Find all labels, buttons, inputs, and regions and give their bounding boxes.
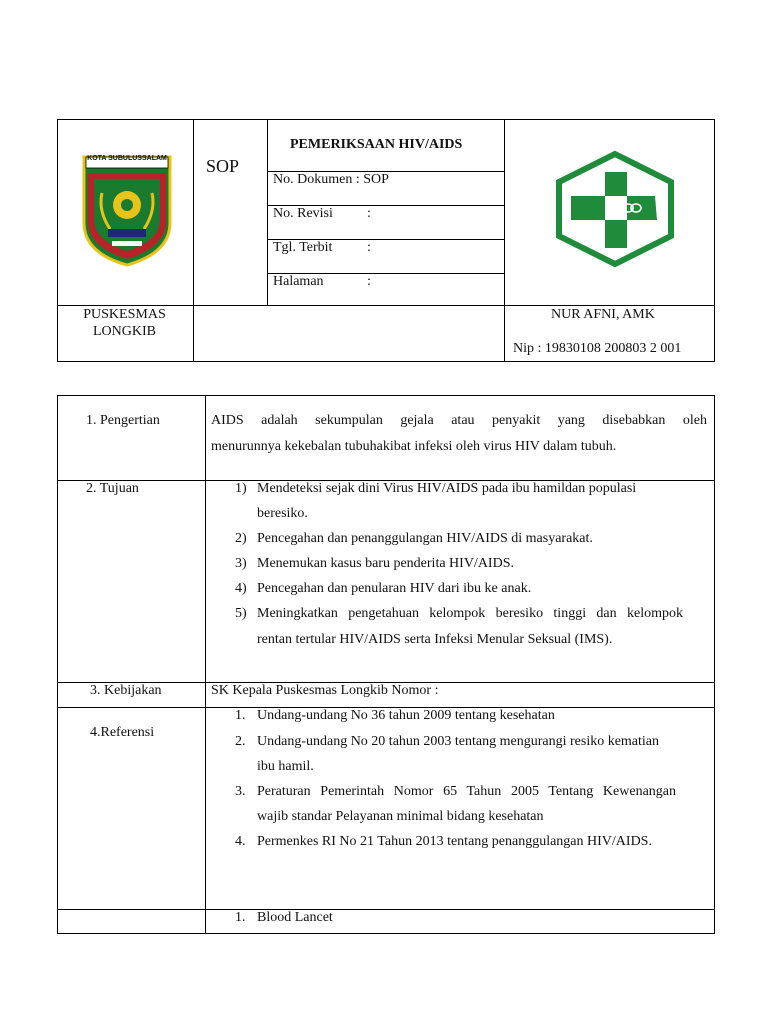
doc-number: No. Dokumen : SOP [273, 172, 389, 187]
table-divider [205, 396, 206, 933]
sop-label: SOP [206, 156, 240, 176]
pengertian-text-line1: AIDS adalah sekumpulan gejala atau penyakit yang disebabkan oleh [211, 413, 707, 428]
header-divider [267, 120, 268, 305]
list-item: Meningkatkan pengetahuan kelompok beresiko tinggi dan kelompok [257, 606, 683, 621]
list-item: Undang-undang No 20 tahun 2003 tentang mengurangi resiko kematian [257, 734, 660, 749]
header-divider [193, 120, 194, 361]
pengertian-text-line2: menurunnya kekebalan tubuhakibat infeksi oleh virus HIV dalam tubuh. [211, 439, 617, 454]
list-item: Blood Lancet [257, 910, 333, 925]
list-number: 1. [235, 708, 246, 723]
issue-date-label: Tgl. Terbit [273, 240, 333, 255]
list-number: 4) [235, 581, 247, 596]
procedure-table [57, 395, 715, 934]
list-number: 4. [235, 834, 246, 849]
table-divider [58, 909, 714, 910]
section-label-referensi: 4.Referensi [90, 725, 155, 740]
revision-colon: : [367, 206, 371, 221]
org-name-line2: LONGKIB [93, 324, 156, 339]
page-colon: : [367, 274, 371, 289]
list-number: 2. [235, 734, 246, 749]
list-item: Peraturan Pemerintah Nomor 65 Tahun 2005 Tentang Kewenangan [257, 784, 676, 799]
list-item: Undang-undang No 36 tahun 2009 tentang kesehatan [257, 708, 555, 723]
list-number: 2) [235, 531, 247, 546]
list-item: Permenkes RI No 21 Tahun 2013 tentang penanggulangan HIV/AIDS. [257, 834, 652, 849]
health-ministry-logo [553, 150, 677, 268]
list-number: 1) [235, 481, 247, 496]
header-divider [504, 120, 505, 361]
signer-nip: Nip : 19830108 200803 2 001 [513, 341, 682, 356]
section-label-kebijakan: 3. Kebijakan [90, 683, 162, 698]
kebijakan-text: SK Kepala Puskesmas Longkib Nomor : [211, 683, 439, 698]
city-emblem-logo [80, 153, 174, 267]
document-title: PEMERIKSAAN HIV/AIDS [290, 137, 463, 152]
list-number: 3) [235, 556, 247, 571]
list-number: 1. [235, 910, 246, 925]
emblem-caption: KOTA SUBULUSSALAM [87, 155, 167, 162]
list-item-cont: wajib standar Pelayanan minimal bidang kesehatan [257, 809, 544, 824]
list-item: Menemukan kasus baru penderita HIV/AIDS. [257, 556, 514, 571]
issue-date-colon: : [367, 240, 371, 255]
section-label-pengertian: 1. Pengertian [86, 413, 160, 428]
page-label: Halaman [273, 274, 324, 289]
list-item-cont: rentan tertular HIV/AIDS serta Infeksi Menular Seksual (IMS). [257, 632, 613, 647]
list-number: 5) [235, 606, 247, 621]
list-item: Pencegahan dan penanggulangan HIV/AIDS di masyarakat. [257, 531, 593, 546]
revision-label: No. Revisi [273, 206, 333, 221]
list-item: Mendeteksi sejak dini Virus HIV/AIDS pada ibu hamildan populasi [257, 481, 637, 496]
list-number: 3. [235, 784, 246, 799]
list-item-cont: ibu hamil. [257, 759, 314, 774]
list-item: Pencegahan dan penularan HIV dari ibu ke anak. [257, 581, 532, 596]
signer-name: NUR AFNI, AMK [551, 307, 655, 322]
org-name-line1: PUSKESMAS [83, 307, 166, 322]
section-label-tujuan: 2. Tujuan [86, 481, 139, 496]
list-item-cont: beresiko. [257, 506, 308, 521]
